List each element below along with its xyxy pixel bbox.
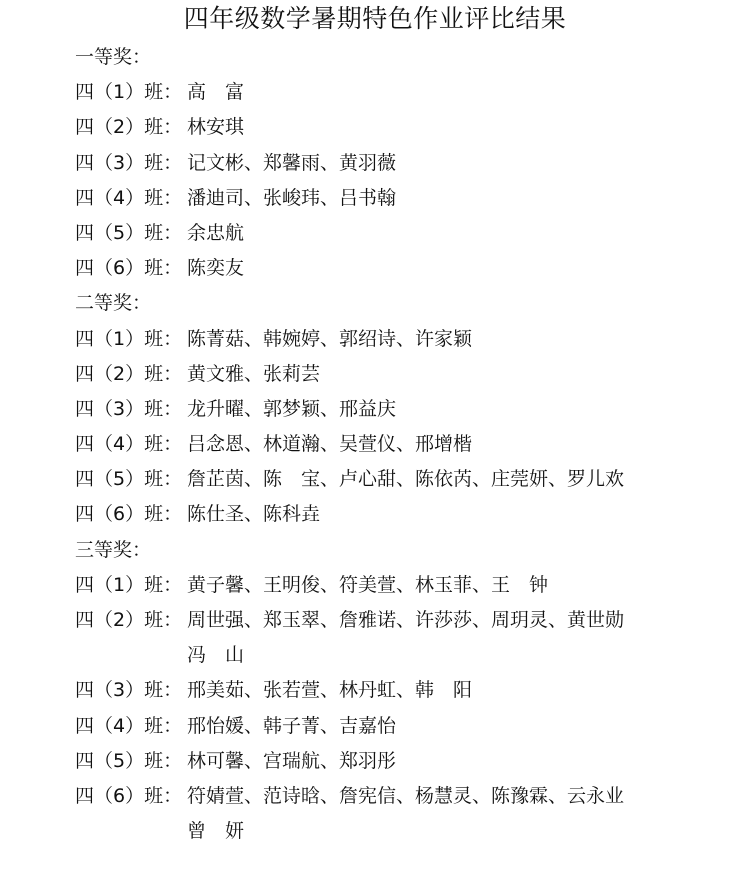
student-names: 陈菁菇、韩婉婷、郭绍诗、许家颖 [187,327,473,350]
student-names: 高 富 [187,81,245,104]
award-row [75,322,735,357]
award-row [75,427,735,462]
award-row [75,744,735,779]
section-heading-second-prize: 二等奖： [75,292,152,315]
class-label: 四（1）班： [75,81,183,104]
student-names: 黄子馨、王明俊、符美萱、林玉菲、王 钟 [187,573,549,596]
student-names: 符婧萱、范诗晗、詹宪信、杨慧灵、陈豫霖、云永业 [187,784,625,807]
award-row [75,216,735,251]
class-label: 四（3）班： [75,397,183,420]
class-label: 四（1）班： [75,327,183,350]
student-names: 陈奕友 [187,257,245,280]
student-names: 潘迪司、张峻玮、吕书翰 [187,186,397,209]
award-row [75,497,735,532]
class-label: 四（2）班： [75,362,183,385]
student-names: 黄文雅、张莉芸 [187,362,321,385]
student-names: 吕念恩、林道瀚、吴萱仪、邢增楷 [187,433,473,456]
class-label: 四（5）班： [75,468,183,491]
award-row-continuation [75,814,735,849]
student-names: 记文彬、郑馨雨、黄羽薇 [187,151,397,174]
class-label: 四（4）班： [75,714,183,737]
award-row [75,392,735,427]
section-heading-first-prize: 一等奖： [75,46,152,68]
page-title: 四年级数学暑期特色作业评比结果 [183,4,567,33]
award-row [75,462,735,497]
student-names: 邢怡媛、韩子菁、吉嘉怡 [187,714,397,737]
award-row [75,181,735,216]
award-row [75,568,735,603]
award-row [75,673,735,708]
award-row [75,146,735,181]
student-names: 林可馨、宫瑞航、郑羽彤 [187,749,397,772]
student-names: 陈仕圣、陈科垚 [187,503,321,526]
award-row [75,357,735,392]
class-label: 四（1）班： [75,573,183,596]
award-row-continuation [75,638,735,673]
student-names: 龙升曜、郭梦颖、邢益庆 [187,397,397,420]
class-label: 四（5）班： [75,749,183,772]
award-row [75,779,735,814]
class-label: 四（3）班： [75,679,183,702]
class-label: 四（4）班： [75,186,183,209]
award-row [75,251,735,286]
student-names: 邢美茹、张若萱、林丹虹、韩 阳 [187,679,473,702]
section-heading-third-prize: 三等奖： [75,538,152,561]
student-names: 冯 山 [187,644,245,667]
award-list [75,40,735,849]
class-label: 四（2）班： [75,116,183,139]
class-label: 四（4）班： [75,433,183,456]
class-label: 四（6）班： [75,784,183,807]
student-names: 余忠航 [187,221,245,244]
student-names: 林安琪 [187,116,245,139]
award-row [75,603,735,638]
student-names: 周世强、郑玉翠、詹雅诺、许莎莎、周玥灵、黄世勋 [187,609,625,631]
class-label: 四（6）班： [75,503,183,526]
award-row [75,709,735,744]
class-label: 四（6）班： [75,257,183,280]
class-label: 四（2）班： [75,609,183,631]
class-label: 四（5）班： [75,221,183,244]
student-names: 曾 妍 [187,820,245,843]
award-row [75,110,735,145]
award-row [75,75,735,110]
student-names: 詹芷茵、陈 宝、卢心甜、陈依芮、庄莞妍、罗儿欢 [187,468,625,491]
class-label: 四（3）班： [75,151,183,174]
